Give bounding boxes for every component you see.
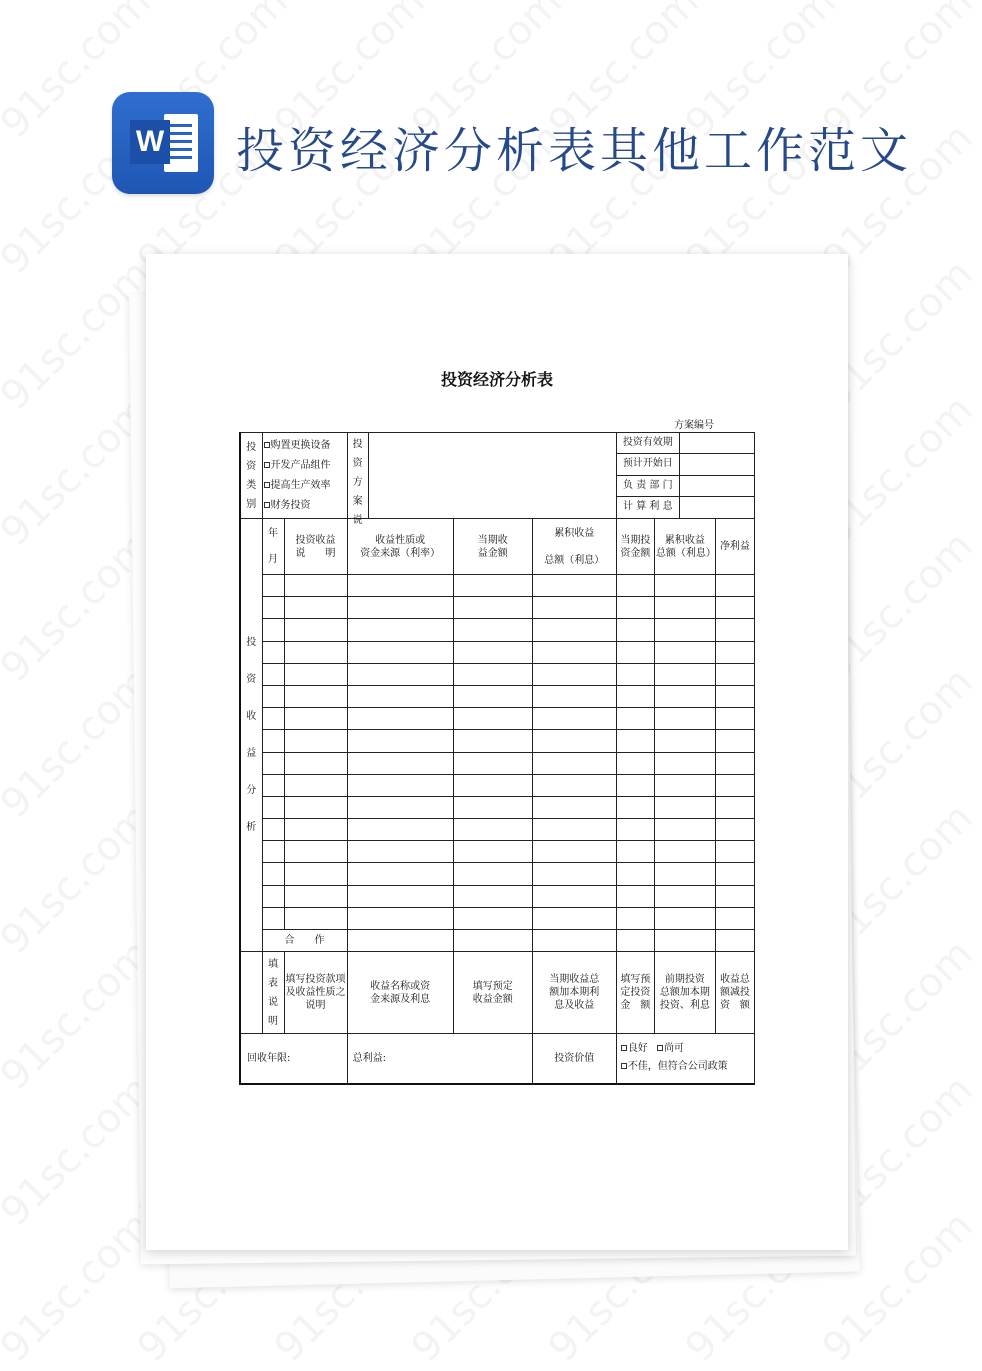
table-row	[240, 907, 755, 929]
watermark-text	[0, 1203, 160, 1371]
page-title: 投资经济分析表其他工作范文	[236, 123, 913, 179]
department-label: 负 责 部 门	[617, 476, 680, 497]
col-net-profit: 净利益	[715, 519, 754, 575]
word-letter: W	[130, 120, 170, 164]
checkbox-icon	[264, 482, 270, 488]
invest-type-label-cell	[240, 433, 262, 519]
col-description: 投资收益 说 明	[284, 519, 347, 575]
valid-period-label: 投资有效期	[617, 433, 680, 454]
table-row	[240, 685, 755, 707]
section-label-cell	[240, 519, 262, 952]
table-row	[240, 863, 755, 885]
checkbox-icon	[264, 502, 270, 508]
document-title: 投资经济分析表	[440, 370, 553, 389]
plan-description-cell	[347, 433, 616, 526]
checkbox-icon	[264, 462, 270, 468]
col-nature: 收益性质或 资金来源（利率）	[347, 519, 453, 575]
checkbox-option[interactable]: 购置更换设备	[264, 436, 346, 456]
table-row	[240, 641, 755, 663]
table-row	[240, 752, 755, 774]
table-row	[240, 841, 755, 863]
fill-note-desc: 填写投资款项 及收益性质之 说明	[284, 952, 347, 1034]
table-row	[240, 796, 755, 818]
checkbox-icon	[621, 1063, 627, 1069]
plan-description-field[interactable]	[369, 433, 616, 518]
checkbox-option[interactable]: 财务投资	[264, 496, 346, 516]
fill-note-current: 填写预定 收益金额	[453, 952, 532, 1034]
fill-notes-label-cell	[262, 952, 284, 1034]
watermark-text	[0, 931, 160, 1099]
interest-label: 计 算 利 息	[617, 497, 680, 518]
col-year-month: 年月	[262, 519, 284, 575]
checkbox-icon	[264, 442, 270, 448]
fill-note-net: 收益总 额减投 资 额	[715, 952, 754, 1034]
column-header-row	[240, 519, 755, 575]
checkbox-option[interactable]: 提高生产效率	[264, 476, 346, 496]
col-current-invest: 当期投 资金额	[616, 519, 654, 575]
total-profit[interactable]: 总利益:	[347, 1034, 532, 1084]
invest-type-options	[262, 433, 347, 519]
total-row	[240, 930, 755, 952]
word-doc-icon	[112, 92, 214, 194]
fill-note-current-invest: 填写预 定投资 金 额	[616, 952, 654, 1034]
document-page	[146, 254, 848, 1250]
right-fields-cell	[616, 433, 754, 519]
checkbox-option[interactable]: 开发产品组件	[264, 456, 346, 476]
table-row	[240, 885, 755, 907]
table-row	[240, 774, 755, 796]
checkbox-icon	[657, 1045, 663, 1051]
section-label: 投资收益分析	[246, 637, 257, 834]
start-date-label: 预计开始日	[617, 454, 680, 475]
valid-period-field[interactable]	[680, 433, 754, 454]
checkbox-option[interactable]: 尚可	[657, 1043, 684, 1054]
fill-notes-label: 填表说明	[268, 958, 279, 1027]
plan-description-label: 投资方案说	[352, 439, 363, 526]
col-current-income: 当期收 益金额	[453, 519, 532, 575]
checkbox-option[interactable]: 良好	[621, 1043, 648, 1054]
checkbox-icon	[621, 1045, 627, 1051]
col-cumulative-income: 累积收益 总额（利息）	[532, 519, 616, 575]
table-row	[240, 730, 755, 752]
investment-value-options	[616, 1034, 754, 1084]
fill-note-cumulative: 当期收益总 额加本期利 息及收益	[532, 952, 616, 1034]
interest-field[interactable]	[680, 497, 754, 518]
department-field[interactable]	[680, 476, 754, 497]
start-date-field[interactable]	[680, 454, 754, 475]
fill-notes-row	[240, 952, 755, 1034]
table-row	[240, 819, 755, 841]
payback-years[interactable]: 回收年限:	[240, 1034, 347, 1084]
checkbox-option[interactable]: 不佳，但符合公司政策	[621, 1058, 753, 1076]
fill-note-nature: 收益名称或资 金来源及利息	[347, 952, 453, 1034]
watermark-text	[0, 1067, 160, 1235]
table-row	[240, 597, 755, 619]
table-row	[240, 575, 755, 597]
col-cumulative-invest: 累积收益 总额（利息）	[654, 519, 715, 575]
table-row	[240, 619, 755, 641]
total-row-label: 合 作	[262, 930, 347, 952]
table-row	[240, 663, 755, 685]
table-row	[240, 708, 755, 730]
invest-type-label: 投资类别	[246, 441, 257, 510]
footer-row	[240, 1034, 755, 1084]
fill-note-cumulative-invest: 前期投资 总额加本期 投资、利息	[654, 952, 715, 1034]
plan-number-label: 方案编号	[674, 420, 714, 431]
investment-analysis-table	[239, 432, 755, 1085]
investment-value-label: 投资价值	[532, 1034, 616, 1084]
